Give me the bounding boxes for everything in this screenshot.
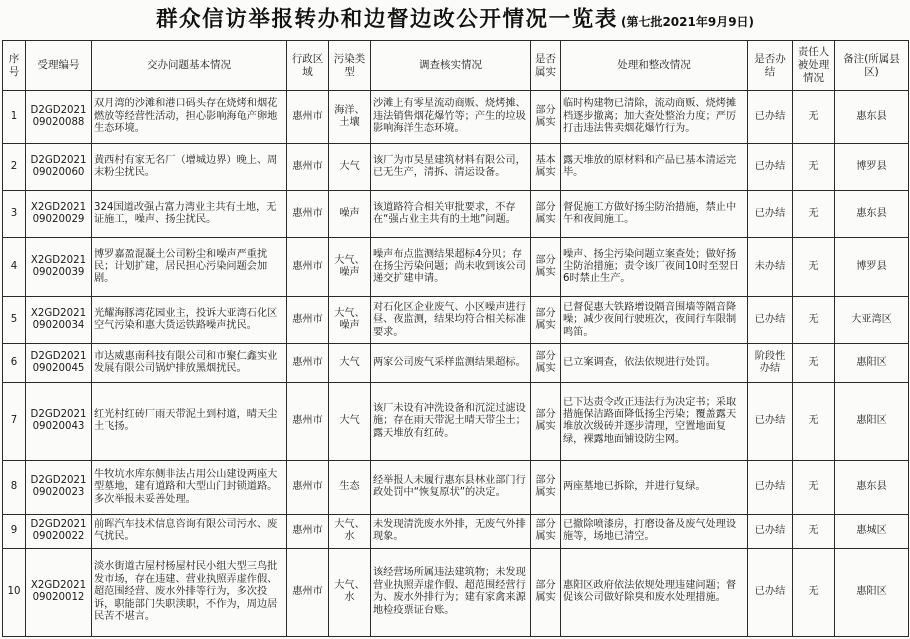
case-code-cell: D2GD2021 09020060	[26, 144, 92, 191]
investigation-result-cell: 该厂未设有冲洗设备和沉淀过滤设施；存在雨天带泥土晴天带尘土；露天堆放有红砖。	[371, 382, 531, 461]
handling-status-cell: 两座墓地已拆除，并进行复绿。	[561, 461, 748, 514]
pollution-type-cell: 大气、噪声	[329, 297, 371, 344]
table-row	[3, 91, 909, 144]
investigation-result-cell: 经举报人未履行惠东县林业部门行政处罚中“恢复原状”的决定。	[371, 461, 531, 514]
header-cell: 责任人被处理情况	[793, 41, 835, 91]
penalty-status-cell: 无	[793, 297, 835, 344]
county-cell: 惠阳区	[835, 382, 909, 461]
table-body	[3, 91, 909, 637]
header-cell: 受理编号	[26, 41, 92, 91]
handling-status-cell: 露天堆放的原材料和产品已基本清运完毕。	[561, 144, 748, 191]
county-cell: 惠东县	[835, 91, 909, 144]
verified-status-cell: 部分属实	[531, 382, 561, 461]
closed-status-cell: 已办结	[748, 297, 793, 344]
issue-description-cell: 黄西村有家无名厂（增城边界）晚上、周末粉尘扰民。	[92, 144, 287, 191]
row-number-cell: 9	[3, 514, 26, 548]
handling-status-cell: 噪声、扬尘污染问题立案查处；做好扬尘防治措施；责令该厂夜间10时至翌日6时禁止生产。	[561, 237, 748, 297]
verified-status-cell: 部分属实	[531, 514, 561, 548]
issue-description-cell: 双月湾的沙滩和港口码头存在烧烤和烟花燃放等经营性活动，担心影响海龟产卵地生态环境。	[92, 91, 287, 144]
document-subtitle: (第七批2021年9月9日)	[620, 15, 755, 29]
row-number-cell: 1	[3, 91, 26, 144]
pollution-type-cell: 大气	[329, 344, 371, 382]
header-cell: 处理和整改情况	[561, 41, 748, 91]
region-cell: 惠州市	[287, 191, 329, 238]
investigation-result-cell: 该经营场所属违法建筑物；未发现营业执照弄虚作假、超范围经营行为、废水外排行为；建有家禽来源地检疫票证台账。	[371, 548, 531, 636]
investigation-result-cell: 该厂为市昊星建筑材料有限公司，已无生产，清拆、清运设备。	[371, 144, 531, 191]
verified-status-cell: 部分属实	[531, 297, 561, 344]
penalty-status-cell: 无	[793, 548, 835, 636]
issue-description-cell: 市达威惠南科技有限公司和市聚仁鑫实业发展有限公司锅炉排放黑烟扰民。	[92, 344, 287, 382]
pollution-type-cell: 大气	[329, 144, 371, 191]
county-cell: 惠东县	[835, 461, 909, 514]
penalty-status-cell: 无	[793, 191, 835, 238]
issue-description-cell: 前晖汽车技术信息咨询有限公司污水、废气扰民。	[92, 514, 287, 548]
handling-status-cell: 临时构建物已清除，流动商贩、烧烤摊档逐步撤离；加大查处整治力度；严厉打击违法售卖烟花爆竹行为。	[561, 91, 748, 144]
penalty-status-cell: 无	[793, 461, 835, 514]
case-code-cell: D2GD2021 09020045	[26, 344, 92, 382]
region-cell: 惠州市	[287, 514, 329, 548]
closed-status-cell: 已办结	[748, 191, 793, 238]
investigation-result-cell: 未发现清洗废水外排，无废气外排现象。	[371, 514, 531, 548]
pollution-type-cell: 海洋、土壤	[329, 91, 371, 144]
case-code-cell: D2GD2021 09020023	[26, 461, 92, 514]
case-code-cell: X2GD2021 09020029	[26, 191, 92, 238]
header-cell: 是否办结	[748, 41, 793, 91]
closed-status-cell: 已办结	[748, 514, 793, 548]
disclosure-table	[2, 40, 909, 637]
case-code-cell: D2GD2021 09020043	[26, 382, 92, 461]
header-cell: 备注(所属县区)	[835, 41, 909, 91]
table-row	[3, 144, 909, 191]
issue-description-cell: 光耀海豚湾花园业主，投诉大亚湾石化区空气污染和惠大货运铁路噪声扰民。	[92, 297, 287, 344]
region-cell: 惠州市	[287, 297, 329, 344]
header-cell: 序号	[3, 41, 26, 91]
closed-status-cell: 已办结	[748, 91, 793, 144]
row-number-cell: 8	[3, 461, 26, 514]
header-cell: 是否属实	[531, 41, 561, 91]
investigation-result-cell: 噪声布点监测结果超标4分贝；存在扬尘污染问题；尚未收到该公司递交扩建申请。	[371, 237, 531, 297]
title-row	[0, 0, 910, 40]
penalty-status-cell: 无	[793, 382, 835, 461]
pollution-type-cell: 大气、水	[329, 548, 371, 636]
table-row	[3, 382, 909, 461]
region-cell: 惠州市	[287, 548, 329, 636]
verified-status-cell: 部分属实	[531, 548, 561, 636]
issue-description-cell: 牛牧坑水库东侧非法占用公山建设两座大型墓地，建有道路和大型山门封锁道路。多次举报未妥善处理。	[92, 461, 287, 514]
verified-status-cell: 部分属实	[531, 461, 561, 514]
table-header-row	[3, 41, 909, 91]
county-cell: 惠东县	[835, 191, 909, 238]
investigation-result-cell: 沙滩上有零星流动商贩、烧烤摊、违法销售烟花爆竹等；产生的垃圾影响海洋生态环境。	[371, 91, 531, 144]
verified-status-cell: 部分属实	[531, 237, 561, 297]
investigation-result-cell: 该道路符合相关审批要求，不存在“强占业主共有的土地”问题。	[371, 191, 531, 238]
handling-status-cell: 已下达责令改正违法行为决定书；采取措施保洁路面降低扬尘污染；覆盖露天堆放次级砖并逐步清理，空置地面复绿，裸露地面铺设防尘网。	[561, 382, 748, 461]
pollution-type-cell: 大气、水	[329, 514, 371, 548]
penalty-status-cell: 无	[793, 144, 835, 191]
closed-status-cell: 已办结	[748, 144, 793, 191]
issue-description-cell: 博罗嘉盈混凝土公司粉尘和噪声严重扰民；计划扩建，居民担心污染问题会加剧。	[92, 237, 287, 297]
row-number-cell: 10	[3, 548, 26, 636]
table-row	[3, 514, 909, 548]
county-cell: 惠阳区	[835, 344, 909, 382]
table-row	[3, 461, 909, 514]
county-cell: 大亚湾区	[835, 297, 909, 344]
case-code-cell: D2GD2021 09020022	[26, 514, 92, 548]
issue-description-cell: 324国道改强占富力湾业主共有土地，无证施工，噪声、扬尘扰民。	[92, 191, 287, 238]
closed-status-cell: 阶段性办结	[748, 344, 793, 382]
county-cell: 惠阳区	[835, 548, 909, 636]
handling-status-cell: 已立案调查，依法依规进行处罚。	[561, 344, 748, 382]
table-row	[3, 297, 909, 344]
pollution-type-cell: 大气	[329, 382, 371, 461]
row-number-cell: 6	[3, 344, 26, 382]
region-cell: 惠州市	[287, 344, 329, 382]
region-cell: 惠州市	[287, 461, 329, 514]
verified-status-cell: 部分属实	[531, 344, 561, 382]
table-row	[3, 237, 909, 297]
closed-status-cell: 已办结	[748, 382, 793, 461]
region-cell: 惠州市	[287, 237, 329, 297]
investigation-result-cell: 对石化区企业废气、小区噪声进行昼、夜监测，结果均符合相关标准要求。	[371, 297, 531, 344]
handling-status-cell: 督促施工方做好扬尘防治措施，禁止中午和夜间施工。	[561, 191, 748, 238]
issue-description-cell: 淡水街道古屋村杨屋村民小组大型三鸟批发市场，存在违建、营业执照弄虚作假、超范围经营、废水外排等行为，多次投诉，职能部门失职渎职，不作为，周边居民苦不堪言。	[92, 548, 287, 636]
penalty-status-cell: 无	[793, 514, 835, 548]
row-number-cell: 4	[3, 237, 26, 297]
pollution-type-cell: 噪声	[329, 191, 371, 238]
closed-status-cell: 未办结	[748, 237, 793, 297]
row-number-cell: 2	[3, 144, 26, 191]
document-title: 群众信访举报转办和边督边改公开情况一览表	[155, 7, 618, 32]
case-code-cell: X2GD2021 09020034	[26, 297, 92, 344]
header-cell: 污染类型	[329, 41, 371, 91]
row-number-cell: 7	[3, 382, 26, 461]
case-code-cell: X2GD2021 09020039	[26, 237, 92, 297]
verified-status-cell: 基本属实	[531, 144, 561, 191]
header-cell: 行政区域	[287, 41, 329, 91]
table-row	[3, 548, 909, 636]
region-cell: 惠州市	[287, 382, 329, 461]
pollution-type-cell: 大气、噪声	[329, 237, 371, 297]
investigation-result-cell: 两家公司废气采样监测结果超标。	[371, 344, 531, 382]
county-cell: 惠城区	[835, 514, 909, 548]
table-row	[3, 191, 909, 238]
case-code-cell: D2GD2021 09020088	[26, 91, 92, 144]
case-code-cell: X2GD2021 09020012	[26, 548, 92, 636]
closed-status-cell: 已办结	[748, 461, 793, 514]
header-cell: 交办问题基本情况	[92, 41, 287, 91]
county-cell: 博罗县	[835, 237, 909, 297]
verified-status-cell: 部分属实	[531, 191, 561, 238]
penalty-status-cell: 无	[793, 344, 835, 382]
table-row	[3, 344, 909, 382]
verified-status-cell: 部分属实	[531, 91, 561, 144]
issue-description-cell: 红光村红砖厂雨天带泥土到村道，晴天尘土飞扬。	[92, 382, 287, 461]
closed-status-cell: 已办结	[748, 548, 793, 636]
row-number-cell: 3	[3, 191, 26, 238]
penalty-status-cell: 无	[793, 237, 835, 297]
region-cell: 惠州市	[287, 144, 329, 191]
region-cell: 惠州市	[287, 91, 329, 144]
handling-status-cell: 惠阳区政府依法依规处理违建问题；督促该公司做好除臭和废水处理措施。	[561, 548, 748, 636]
handling-status-cell: 已督促惠大铁路增设隔音围墙等隔音降噪；减少夜间行驶班次，夜间行车限制鸣笛。	[561, 297, 748, 344]
penalty-status-cell: 无	[793, 91, 835, 144]
pollution-type-cell: 生态	[329, 461, 371, 514]
county-cell: 博罗县	[835, 144, 909, 191]
handling-status-cell: 已撤除喷漆房，打磨设备及废气处理设施等，场地已清空。	[561, 514, 748, 548]
row-number-cell: 5	[3, 297, 26, 344]
header-cell: 调查核实情况	[371, 41, 531, 91]
